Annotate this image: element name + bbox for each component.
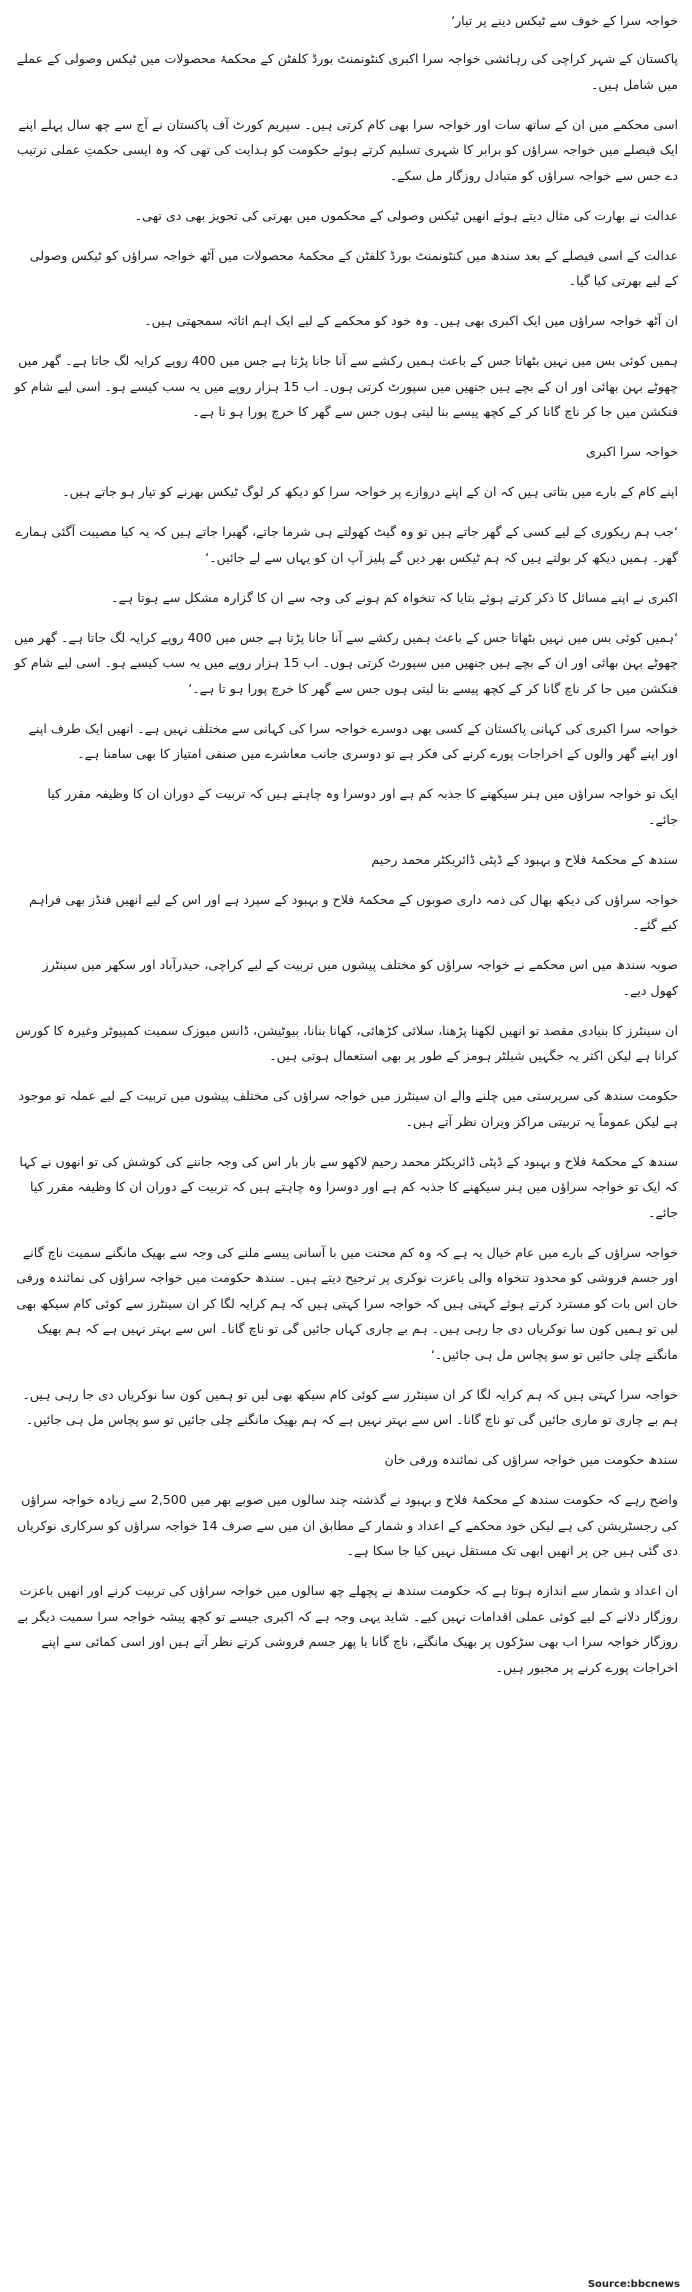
paragraph: ان اعداد و شمار سے اندازہ ہوتا ہے کہ حکومت سندھ نے پچھلے چھ سالوں میں خواجہ سراؤں کی تربیت کرنے اور انھیں باعزت روزگار دلانے کے لیے کوئی عملی اقدامات نہیں کیے۔ شاید یہی وجہ ہے کہ اکبری جیسے تو کچھ پیشہ خواجہ سرا سمیت دیگر بے روزگار خواجہ سرا اب بھی سڑکوں پر بھیک مانگتے، ناچ گانا یا پھر جسم فروشی کرتے نظر آتے ہیں اور اسی کمائی سے اپنے اخراجات پورے کرنے پر مجبور ہیں۔ — [17, 1583, 678, 1675]
paragraph: واضح رہے کہ حکومت سندھ کے محکمۂ فلاح و بہبود نے گذشتہ چند سالوں میں صوبے بھر میں 2,500 سے زیادہ خواجہ سراؤں کی رجسٹریشن کی ہے لیکن خود محکمے کے اعداد و شمار کے مطابق ان میں سے صرف 14 خواجہ سراؤں کو سرکاری نوکریاں دی گئی ہیں جن پر انھیں ابھی تک مستقل نہیں کیا جا سکا ہے۔ — [17, 1492, 678, 1558]
paragraph: اکبری نے اپنے مسائل کا ذکر کرتے ہوئے بتایا کہ تنخواہ کم ہونے کی وجہ سے ان کا گزارہ مشکل سے ہوتا ہے۔ — [111, 589, 678, 605]
paragraph: عدالت نے بھارت کی مثال دیتے ہوئے انھیں ٹیکس وصولی کے محکموں میں بھرتی کی تجویز بھی دی تھی۔ — [134, 207, 678, 223]
paragraph: خواجہ سراؤں کی دیکھ بھال کی ذمہ داری صوبوں کے محکمۂ فلاح و بہبود کے سپرد ہے اور اس کے لیے انھیں فنڈز بھی فراہم کیے گئے۔ — [28, 891, 678, 932]
paragraph: اپنے کام کے بارے میں بتاتی ہیں کہ ان کے اپنے دروازے پر خواجہ سرا کو دیکھ کر لوگ ٹیکس بھرنے کو تیار ہو جاتے ہیں۔ — [62, 484, 678, 499]
pull-quote: خواجہ سرا کہتی ہیں کہ ہم کرایہ لگا کر ان سینٹرز سے کوئی کام سیکھ بھی لیں تو ہمیں کون سا نوکریاں دی جا رہی ہیں۔ ہم بے چاری تو ماری جائیں گی تو ناچ گانا۔ اس سے بہتر نہیں ہے کہ ہم بھیک مانگنے چلی جائیں تو سو پچاس مل ہی جائیں۔ — [22, 1386, 678, 1427]
quote-attribution: خواجہ سرا اکبری — [585, 444, 678, 459]
paragraph: ان سینٹرز کا بنیادی مقصد تو انھیں لکھنا پڑھنا، سلائی کڑھائی، کھانا بنانا، بیوٹیشن، ڈانس میوزک سمیت کمپیوٹر وغیرہ کا کورس کرانا ہے لیکن اکثر یہ جگہیں شیلٹر ہومز کے طور پر بھی استعمال ہوتی ہیں۔ — [15, 1022, 678, 1063]
paragraph: خواجہ سراؤں کے بارے میں عام خیال یہ ہے کہ وہ کم محنت میں با آسانی پیسے ملنے کی وجہ سے بھیک مانگنے سمیت ناچ گانے اور جسم فروشی کو محدود تنخواہ والی باعزت نوکری پر ترجیح دیتے ہیں۔ سندھ حکومت میں خواجہ سراؤں کی نمائندہ ورفی خان اس بات کو مسترد کرتے ہوئے کہتی ہیں کہ خواجہ سرا کہتی ہیں کہ ہم کرایہ لگا کر ان سینٹرز سے کوئی کام سیکھ بھی لیں تو ہمیں کون سا نوکریاں دی جا رہی ہیں۔ ہم بے چاری کہاں جائیں گی تو ناچ گانا۔ اس سے بہتر نہیں ہے کہ ہم بھیک مانگنے چلی جائیں تو سو پچاس مل ہی جائیں۔‘ — [16, 1244, 678, 1362]
pull-quote: ایک تو خواجہ سراؤں میں ہنر سیکھنے کا جذبہ کم ہے اور دوسرا وہ چاہتے ہیں کہ تربیت کے دوران ان کا وظیفہ مقرر کیا جائے۔ — [47, 786, 678, 827]
paragraph: عدالت کے اسی فیصلے کے بعد سندھ میں کنٹونمنٹ بورڈ کلفٹن کے محکمۂ محصولات میں آٹھ خواجہ سراؤں کو ٹیکس وصولی کے لیے بھرتی کیا گیا۔ — [29, 247, 678, 288]
article-title: خواجہ سرا کے خوف سے ٹیکس دینے پر تیار‘ — [451, 13, 678, 28]
paragraph: خواجہ سرا اکبری کی کہانی پاکستان کے کسی بھی دوسرے خواجہ سرا کی کہانی سے مختلف نہیں ہے۔ انھیں ایک طرف اپنے اور اپنے گھر والوں کے اخراجات پورے کرنے کی فکر ہے تو دوسری جانب معاشرے میں صنفی امتیاز کا بھی سامنا ہے۔ — [28, 720, 678, 761]
paragraph: سندھ کے محکمۂ فلاح و بہبود کے ڈپٹی ڈائریکٹر محمد رحیم لاکھو سے بار بار اس کی وجہ جاننے کی کوشش کی تو انھوں نے کہا کہ ایک تو خواجہ سراؤں میں ہنر سیکھنے کا جذبہ کم ہے اور دوسرا وہ چاہتے ہیں کہ تربیت کے دوران ان کا وظیفہ مقرر کیا جائے۔ — [19, 1153, 678, 1220]
quote-attribution: سندھ کے محکمۂ فلاح و بہبود کے ڈپٹی ڈائریکٹر محمد رحیم — [371, 851, 678, 867]
paragraph: صوبہ سندھ میں اس محکمے نے خواجہ سراؤں کو مختلف پیشوں میں تربیت کے لیے کراچی، حیدرآباد اور سکھر میں سینٹرز کھول دیے۔ — [42, 957, 678, 998]
paragraph: اسی محکمے میں ان کے ساتھ سات اور خواجہ سرا بھی کام کرتی ہیں۔ سپریم کورٹ آف پاکستان نے آج سے چھ سال پہلے اپنے ایک فیصلے میں خواجہ سراؤں کو برابر کا شہری تسلیم کرتے ہوئے حکومت کو ہدایت کی تھی کہ وہ ایسی حکمتِ عملی ترتیب دے جس سے خواجہ سراؤں کو متبادل روزگار مل سکے۔ — [16, 116, 678, 183]
source-credit: Source:bbcnews — [587, 2279, 680, 2290]
paragraph: حکومت سندھ کی سرپرستی میں چلنے والے ان سینٹرز میں خواجہ سراؤں کی مختلف پیشوں میں تربیت کے لیے عملہ تو موجود ہے لیکن عموماً یہ تربیتی مراکز ویران نظر آتے ہیں۔ — [18, 1088, 678, 1129]
paragraph: ان آٹھ خواجہ سراؤں میں ایک اکبری بھی ہیں۔ وہ خود کو محکمے کے لیے ایک اہم اثاثہ سمجھتی ہیں۔ — [144, 313, 678, 328]
paragraph: ‘ہمیں کوئی بس میں نہیں بٹھاتا جس کے باعث ہمیں رکشے سے آنا جانا پڑتا ہے جس میں 400 روپے کرایہ لگ جاتا ہے۔ گھر میں چھوٹے بہن بھائی اور ان کے بچے ہیں جنھیں میں سپورٹ کرتی ہوں۔ اب 15 ہزار روپے میں یہ سب کیسے ہو۔ اسی لیے شام کو فنکشن میں جا کر ناچ گانا کر کے کچھ پیسے بنا لیتی ہوں جس سے گھر کا خرچ پورا ہو تا ہے۔‘ — [14, 629, 678, 696]
paragraph: ‘جب ہم ریکوری کے لیے کسی کے گھر جاتے ہیں تو وہ گیٹ کھولتے ہی شرما جاتے، گھبرا جاتے ہیں کہ یہ کیا مصیبت آگئی ہمارے گھر۔ ہمیں دیکھ کر بولتے ہیں کہ ہم ٹیکس بھر دیں گے پلیز آپ ان کو یہاں سے لے جائیں۔‘ — [15, 524, 678, 565]
quote-attribution: سندھ حکومت میں خواجہ سراؤں کی نمائندہ ورفی خان — [384, 1452, 678, 1467]
pull-quote: ہمیں کوئی بس میں نہیں بٹھاتا جس کے باعث ہمیں رکشے سے آنا جانا پڑتا ہے جس میں 400 روپے کرایہ لگ جاتا ہے۔ گھر میں چھوٹے بہن بھائی اور ان کے بچے ہیں جنھیں میں سپورٹ کرتی ہوں۔ اب 15 ہزار روپے میں یہ سب کیسے ہو۔ اسی لیے شام کو فنکشن میں جا کر ناچ گانا کر کے کچھ پیسے بنا لیتی ہوں جس سے گھر کا خرچ پورا ہو تا ہے۔ — [14, 353, 678, 419]
paragraph: پاکستان کے شہر کراچی کی رہائشی خواجہ سرا اکبری کنٹونمنٹ بورڈ کلفٹن کے محکمۂ محصولات میں ٹیکس وصولی کے عملے میں شامل ہیں۔ — [16, 51, 678, 92]
